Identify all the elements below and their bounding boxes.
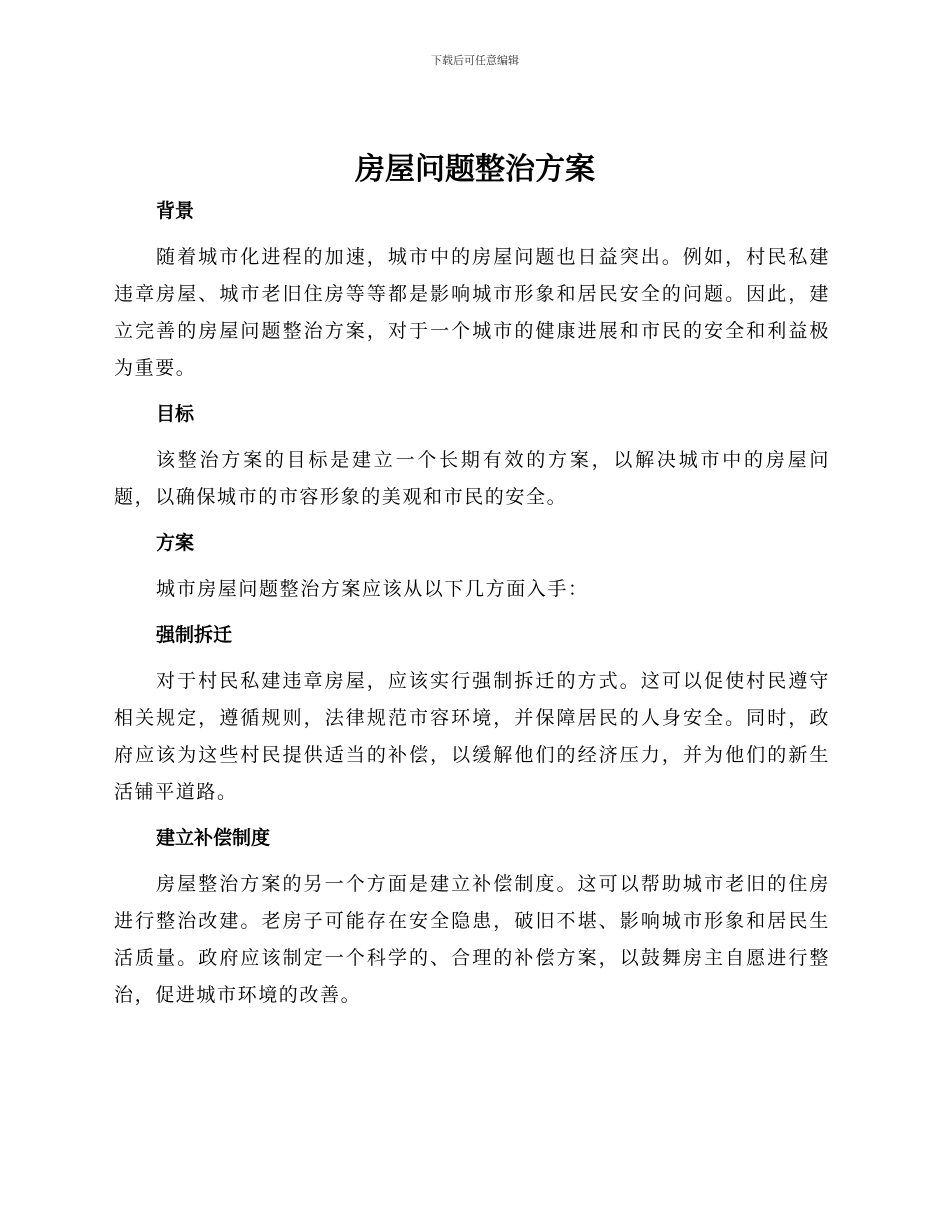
document-title: 房屋问题整治方案 — [355, 152, 595, 187]
section-heading-plan: 方案 — [156, 532, 195, 554]
section-paragraph-background: 随着城市化进程的加速，城市中的房屋问题也日益突出。例如，村民私建违章房屋、城市老旧住房等等都是影响城市形象和居民安全的问题。因此，建立完善的房屋问题整治方案，对于一个城市的健康进展和市民的安全和利益极为重要。 — [114, 246, 830, 379]
section-background — [114, 193, 830, 396]
section-heading-background: 背景 — [156, 200, 195, 222]
section-paragraph-compensation-system: 房屋整治方案的另一个方面是建立补偿制度。这可以帮助城市老旧的住房进行整治改建。老房子可能存在安全隐患，破旧不堪、影响城市形象和居民生活质量。政府应该制定一个科学的、合理的补偿方案，以鼓舞房主自愿进行整治，促进城市环境的改善。 — [114, 873, 830, 1006]
section-forced-demolition — [114, 617, 830, 820]
section-heading-compensation-system: 建立补偿制度 — [156, 827, 271, 849]
section-heading-forced-demolition: 强制拆迁 — [156, 624, 233, 646]
page-header-note: 下载后可任意编辑 — [431, 54, 519, 67]
section-goal — [114, 396, 830, 525]
section-heading-goal: 目标 — [156, 403, 195, 425]
section-paragraph-plan: 城市房屋问题整治方案应该从以下几方面入手： — [156, 578, 589, 600]
section-paragraph-goal: 该整治方案的目标是建立一个长期有效的方案，以解决城市中的房屋问题，以确保城市的市容形象的美观和市民的安全。 — [114, 449, 830, 508]
section-compensation-system — [114, 820, 830, 1014]
document-body — [114, 193, 830, 1014]
section-plan — [114, 525, 830, 617]
section-paragraph-forced-demolition: 对于村民私建违章房屋，应该实行强制拆迁的方式。这可以促使村民遵守相关规定，遵循规则，法律规范市容环境，并保障居民的人身安全。同时，政府应该为这些村民提供适当的补偿，以缓解他们的经济压力，并为他们的新生活铺平道路。 — [114, 670, 830, 803]
